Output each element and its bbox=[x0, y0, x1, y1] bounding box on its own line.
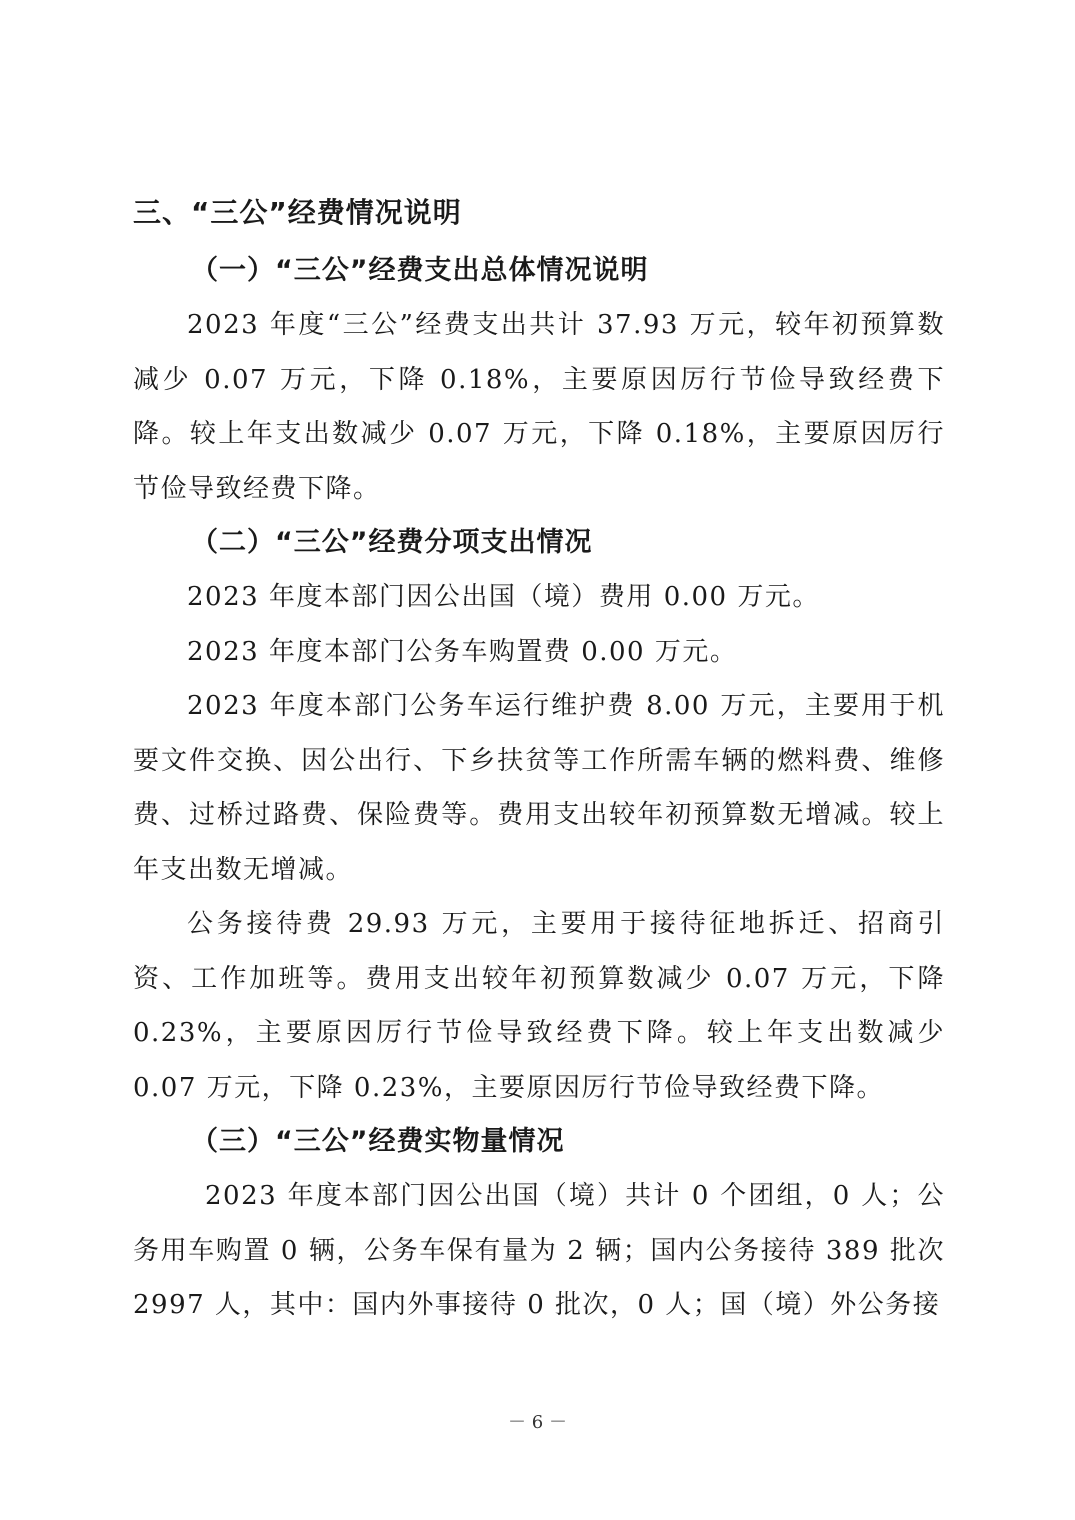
section-heading: 三、“三公”经费情况说明 bbox=[133, 196, 462, 229]
subsection-heading-1: （一）“三公”经费支出总体情况说明 bbox=[191, 255, 649, 286]
reception-expense-paragraph: 公务接待费 29.93 万元，主要用于接待征地拆迁、招商引资、工作加班等。费用支出较年初预算数减少 0.07 万元，下降 0.23%，主要原因厉行节俭导致经费下降。较上年支出数减少 0.07 万元，下降 0.23%，主要原因厉行节俭导致经费下降。 bbox=[133, 909, 945, 1103]
overseas-travel-paragraph: 2023 年度本部门因公出国（境）费用 0.00 万元。 bbox=[187, 582, 820, 612]
subsection-heading-2: （二）“三公”经费分项支出情况 bbox=[191, 527, 593, 558]
vehicle-purchase-paragraph: 2023 年度本部门公务车购置费 0.00 万元。 bbox=[187, 636, 738, 667]
overall-spending-paragraph: 2023 年度“三公”经费支出共计 37.93 万元，较年初预算数减少 0.07 万元，下降 0.18%，主要原因厉行节俭导致经费下降。较上年支出数减少 0.07 万元，下降 0.18%，主要原因厉行节俭导致经费下降。 bbox=[133, 310, 945, 504]
page-number: － 6 － bbox=[508, 1412, 567, 1433]
physical-quantity-paragraph: 2023 年度本部门因公出国（境）共计 0 个团组，0 人；公务用车购置 0 辆，公务车保有量为 2 辆；国内公务接待 389 批次 2997 人，其中：国内外事接待 0 批次，0 人；国（境）外公务接 bbox=[133, 1181, 945, 1320]
document-page bbox=[133, 188, 945, 1333]
vehicle-maintenance-paragraph: 2023 年度本部门公务车运行维护费 8.00 万元，主要用于机要文件交换、因公出行、下乡扶贫等工作所需车辆的燃料费、维修费、过桥过路费、保险费等。费用支出较年初预算数无增减。较上年支出数无增减。 bbox=[133, 691, 945, 885]
subsection-heading-3: （三）“三公”经费实物量情况 bbox=[191, 1126, 565, 1157]
